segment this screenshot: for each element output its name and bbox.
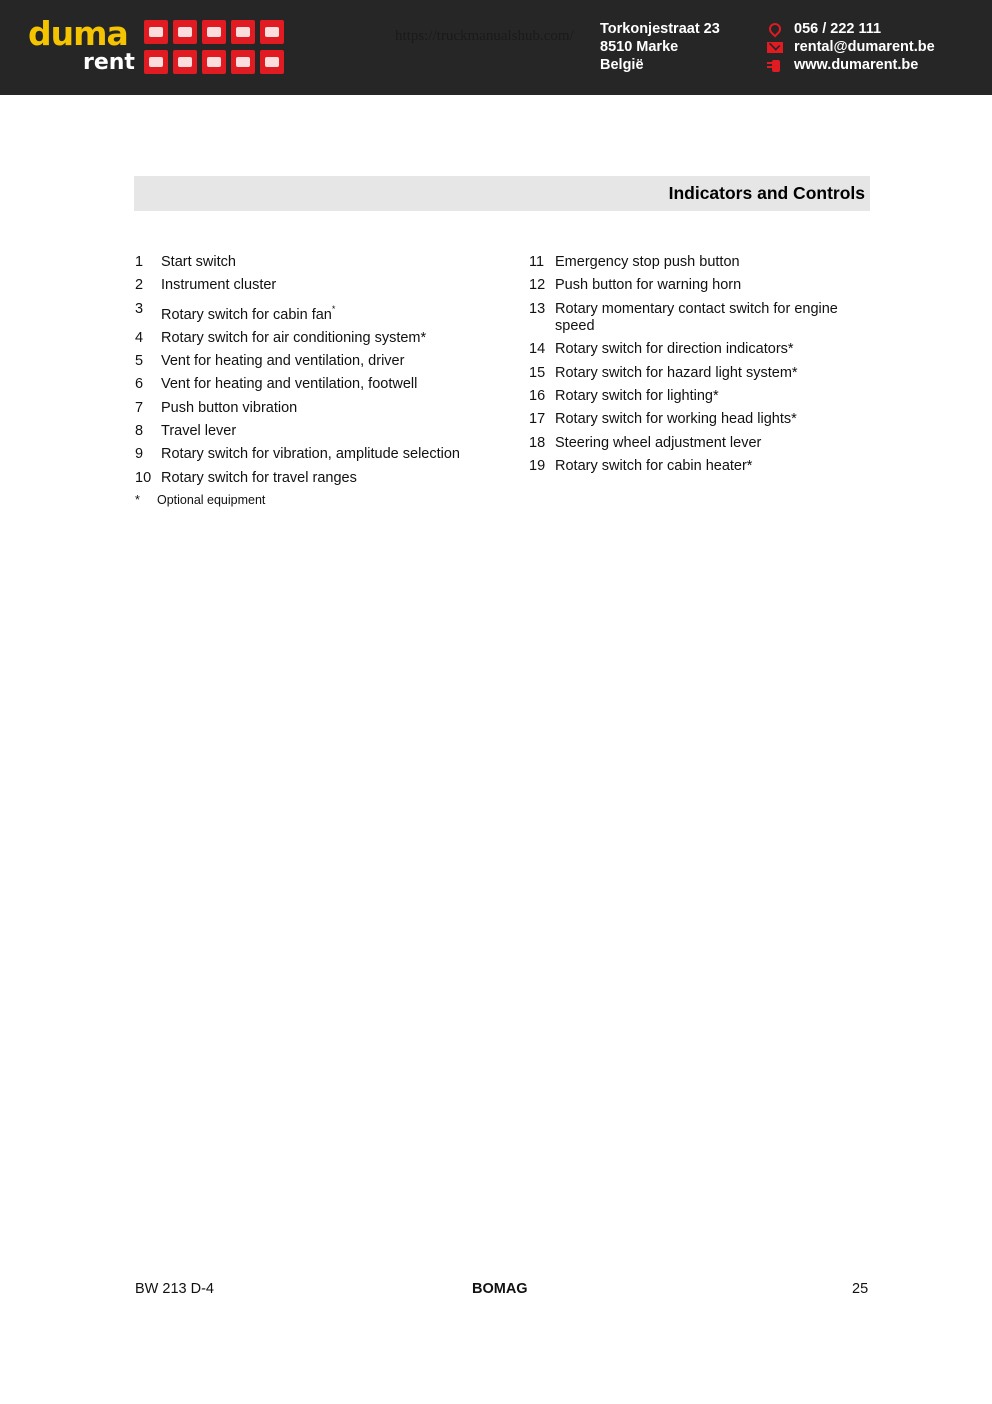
item-text: Rotary switch for lighting* <box>555 387 719 404</box>
list-item <box>529 301 874 336</box>
logo-word-rent: rent <box>83 50 135 75</box>
list-item <box>529 458 874 476</box>
item-text: Rotary switch for cabin fan <box>161 306 332 323</box>
footnote-text: Optional equipment <box>157 493 266 507</box>
list-item <box>529 365 874 383</box>
section-header-bar <box>134 176 870 211</box>
scaffold-icon <box>202 20 226 44</box>
forklift-icon <box>173 20 197 44</box>
source-url[interactable]: https://truckmanualshub.com/ <box>395 28 574 44</box>
item-number: 16 <box>529 387 546 404</box>
list-item <box>135 301 495 325</box>
item-text: Emergency stop push button <box>555 254 740 270</box>
item-text: Vent for heating and ventilation, footwell <box>161 376 418 393</box>
item-number: 19 <box>529 457 546 474</box>
footnote <box>135 493 265 507</box>
loader-icon <box>260 20 284 44</box>
item-number: 5 <box>135 353 144 370</box>
item-text: Rotary switch for air conditioning system* <box>161 329 427 346</box>
list-item <box>135 353 495 371</box>
contact-email: rental@dumarent.be <box>794 39 935 55</box>
contact-email-row[interactable] <box>767 38 935 56</box>
item-text: Rotary switch for working head lights* <box>555 411 797 428</box>
list-item <box>135 400 495 418</box>
item-text: Rotary switch for vibration, amplitude selection <box>161 446 460 463</box>
excavator-icon <box>231 20 255 44</box>
item-text: Vent for heating and ventilation, driver <box>161 353 405 370</box>
mail-icon <box>767 42 783 53</box>
item-text-wrap <box>161 301 495 325</box>
item-number: 8 <box>135 423 144 440</box>
address-country: België <box>600 57 644 73</box>
van-icon <box>144 50 168 74</box>
item-number: 10 <box>135 469 152 486</box>
list-item <box>135 277 495 295</box>
item-text: Rotary switch for travel ranges <box>161 469 357 486</box>
list-item <box>135 330 495 348</box>
contact-block <box>767 20 935 74</box>
phone-icon <box>767 21 784 38</box>
item-number: 9 <box>135 446 144 463</box>
item-number: 4 <box>135 329 144 346</box>
item-number: 18 <box>529 434 546 451</box>
item-number: 6 <box>135 376 144 393</box>
list-item <box>135 423 495 441</box>
list-item <box>135 376 495 394</box>
list-item <box>135 446 495 464</box>
pointer-icon <box>767 58 783 72</box>
item-number: 12 <box>529 277 546 294</box>
list-item <box>135 254 495 272</box>
item-text: Steering wheel adjustment lever <box>555 434 762 451</box>
item-number: 13 <box>529 300 546 317</box>
item-text: Start switch <box>161 254 236 270</box>
item-number: 2 <box>135 277 144 294</box>
address-block <box>600 20 720 74</box>
item-number: 7 <box>135 399 144 416</box>
item-number: 3 <box>135 300 144 317</box>
item-text: Instrument cluster <box>161 277 277 294</box>
duma-rent-logo[interactable] <box>28 16 290 78</box>
contact-website-row[interactable] <box>767 56 935 74</box>
section-title: Indicators and Controls <box>668 183 865 203</box>
footnote-mark: * <box>135 493 140 507</box>
equipment-tiles <box>144 20 284 74</box>
roller-icon <box>144 20 168 44</box>
item-number: 17 <box>529 411 546 428</box>
header-banner <box>0 0 992 95</box>
contact-website: www.dumarent.be <box>794 57 919 73</box>
trailer-icon <box>202 50 226 74</box>
item-text: Push button vibration <box>161 399 298 416</box>
lift-icon <box>260 50 284 74</box>
item-number: 15 <box>529 364 546 381</box>
item-text: Travel lever <box>161 423 237 440</box>
list-item <box>529 388 874 406</box>
address-street: Torkonjestraat 23 <box>600 21 720 37</box>
crane-icon <box>173 50 197 74</box>
optional-marker: * <box>331 303 336 314</box>
contact-phone: 056 / 222 111 <box>794 21 882 37</box>
item-text: Rotary switch for hazard light system* <box>555 364 798 381</box>
list-item <box>529 254 874 272</box>
item-number: 11 <box>529 254 545 270</box>
list-item <box>529 411 874 429</box>
footer-model: BW 213 D-4 <box>135 1281 214 1297</box>
list-item <box>529 341 874 359</box>
page-number: 25 <box>852 1281 869 1297</box>
logo-word-duma: duma <box>28 14 128 53</box>
digger-icon <box>231 50 255 74</box>
item-text: Rotary momentary contact switch for engine speed <box>555 300 838 335</box>
list-item <box>135 470 495 488</box>
item-text: Rotary switch for direction indicators* <box>555 341 794 358</box>
list-item <box>529 435 874 453</box>
item-number: 1 <box>135 254 144 270</box>
controls-list-left <box>135 254 495 493</box>
list-item <box>529 277 874 295</box>
controls-list-right <box>529 254 874 481</box>
item-number: 14 <box>529 341 546 358</box>
footer-brand: BOMAG <box>472 1281 528 1297</box>
contact-phone-row[interactable] <box>767 20 935 38</box>
item-text: Push button for warning horn <box>555 277 742 294</box>
address-city: 8510 Marke <box>600 39 679 55</box>
item-text: Rotary switch for cabin heater* <box>555 457 753 474</box>
